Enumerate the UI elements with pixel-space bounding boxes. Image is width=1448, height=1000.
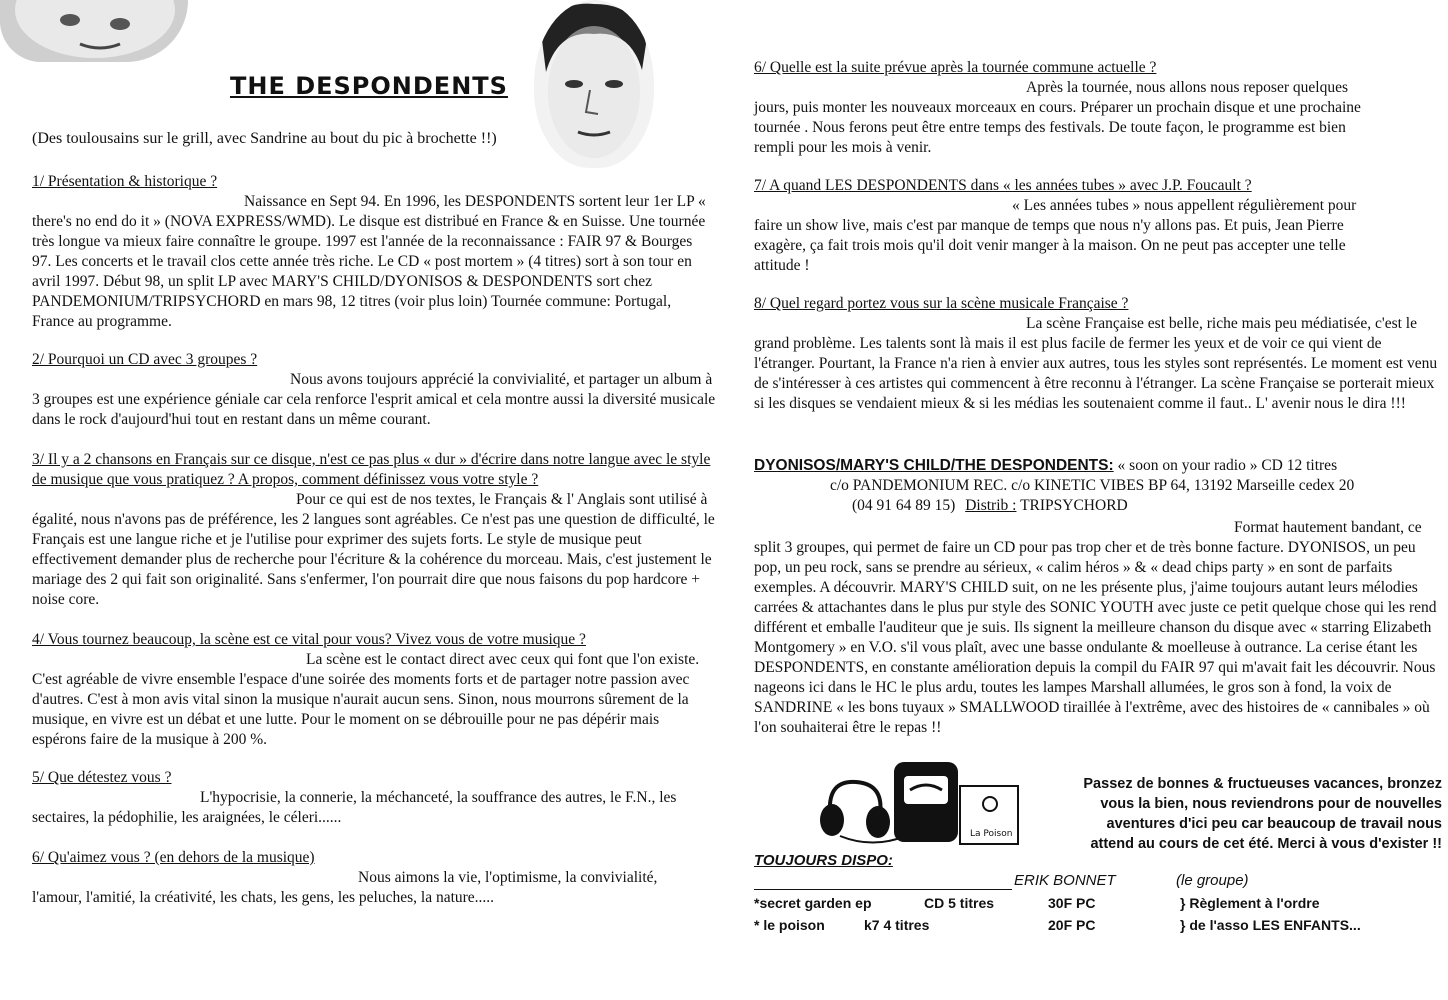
dispo-contact-line: } Règlement à l'ordre (1180, 895, 1320, 911)
cd-review-title: « soon on your radio » CD 12 titres (1117, 457, 1338, 474)
cd-review-heading: DYONISOS/MARY'S CHILD/THE DESPONDENTS: (754, 457, 1114, 474)
cd-review-phone: (04 91 64 89 15) (852, 497, 956, 514)
question-answer: La scène Française est belle, riche mais peu médiatisée, c'est le grand problème. Les talents sont là mais il est plus facile de fermer les yeux et de voir ce qui vient de l'étranger. Pourtant, la France n'a rien à envier aux autres, tous les styles sont représentés. Le moment est venu de s'intéresser à ces artistes qui commencent à être reconnu à l'étranger. La scène Française se porterait mieux si les disques se vendaient mieux & si les médias les soutenaient comme il faut.. L' avenir nous le dira !!! (754, 315, 1438, 412)
question-heading: 6/ Qu'aimez vous ? (en dehors de la musique) (32, 849, 315, 866)
question-block-7 (754, 58, 1378, 158)
face-illustration (534, 0, 654, 168)
dispo-item-format: k7 4 titres (864, 917, 930, 933)
distrib-name: TRIPSYCHORD (1020, 497, 1128, 514)
signature-line (754, 889, 1012, 890)
question-answer: Nous aimons la vie, l'optimisme, la convivialité, l'amour, l'amitié, la créativité, les chats, les gens, les peluches, la nature..... (32, 869, 658, 906)
cd-review-address: c/o PANDEMONIUM REC. c/o KINETIC VIBES BP 64, 13192 Marseille cedex 20 (830, 477, 1355, 494)
cd-review-text: Format hautement bandant, ce split 3 groupes, qui permet de faire un CD pour pas trop cher et de très bonne facture. DYONISOS, un peu pop, un peu rock, sans se prendre au sérieux, « calim héros » & « dead chips party » en sont de parfaits exemples. A découvrir. MARY'S CHILD suit, on ne les présente plus, j'aime toujours autant leurs mélodies carrées & attachantes dans le plus pur style des SONIC YOUTH avec juste ce petit quelque chose qui les rend différent et emballe l'auditeur que je suis. Ils signent la meilleure chanson du disque avec « starring Elizabeth Montgomery » en V.O. s'il vous plaît, avec une basse ondulante & moelleuse à outrance. La cerise étant les DESPONDENTS, en constante amélioration depuis la compil du FAIR 97 qui m'avait fait les découvrir. Nous nageons ici dans le HC le plus ardu, toutes les lampes Marshall allumées, le gros son à fond, la voix de SANDRINE « les bons tuyaux » SMALLWOOD tiraillée à l'extrême, avec des histoires de « cannibales » où l'on souhaiterai être le repas !! (754, 519, 1437, 736)
dispo-prices (1048, 892, 1095, 936)
signature-name: ERIK BONNET (1014, 872, 1116, 889)
signature-group: (le groupe) (1176, 872, 1249, 889)
question-answer: Naissance en Sept 94. En 1996, les DESPONDENTS sortent leur 1er LP « there's no end do it » (NOVA EXPRESS/WMD). Le disque est distribué en France & en Suisse. Une tournée très longue va mieux faire connaître le groupe. 1997 est l'année de la reconnaissance : FAIR 97 & Bourges 97. Les concerts et le travail clos cette année très riche. Le CD « post mortem » (4 titres) sort à son tour en avril 1997. Début 98, un split LP avec MARY'S CHILD/DYONISOS & DESPONDENTS sort chez PANDEMONIUM/TRIPSYCHORD en mars 98, 12 titres (voir plus loin) Tournée commune: Portugal, France au programme. (32, 193, 706, 330)
question-block-1 (32, 172, 712, 332)
question-heading: 4/ Vous tournez beaucoup, la scène est ce vital pour vous? Vivez vous de votre musique ? (32, 631, 586, 648)
question-answer: Nous avons toujours apprécié la convivialité, et partager un album à 3 groupes est une expérience géniale car cela renforce l'esprit amical et cela montre aussi la diversité musicale dans le rock d'aujourd'hui tout en restant dans un même courant. (32, 371, 716, 428)
question-block-2 (32, 350, 716, 430)
question-answer: Après la tournée, nous allons nous reposer quelques jours, puis monter les nouveaux morceaux en cours. Préparer un prochain disque et une prochaine tournée . Nous ferons peut être entre temps des festivals. De toute façon, le programme est bien rempli pour les mois à venir. (754, 79, 1361, 156)
cd-review (754, 456, 1444, 738)
photo-illustration (0, 0, 188, 62)
question-block-6 (32, 848, 702, 908)
walkman-headphones-illustration (810, 758, 1026, 850)
question-answer: L'hypocrisie, la connerie, la méchanceté, la souffrance des autres, le F.N., les sectaires, la pédophilie, les araignées, le céleri...... (32, 789, 677, 826)
question-heading: 8/ Quel regard portez vous sur la scène musicale Française ? (754, 295, 1129, 312)
toujours-dispo-heading: TOUJOURS DISPO: (754, 852, 893, 869)
question-answer: La scène est le contact direct avec ceux qui font que l'on existe. C'est agréable de vivre ensemble l'espace d'une soirée des moments forts et de partager notre passion avec d'autres. C'est à mon avis vital sinon la musique n'aurait aucun sens. Sinon, nous mourrons sûrement de la musique, en vivre est un débat et une lutte. Pour le moment on se débrouille pour ne pas dépérir mais espérons faire de la musique à 200 %. (32, 651, 700, 748)
question-heading: 2/ Pourquoi un CD avec 3 groupes ? (32, 351, 258, 368)
question-heading: 6/ Quelle est la suite prévue après la tournée commune actuelle ? (754, 59, 1157, 76)
dispo-formats (864, 892, 995, 936)
closing-message: Passez de bonnes & fructueuses vacances, bronzez vous la bien, nous reviendrons pour de nouvelles aventures d'ici peu car beaucoup de travail nous attend au cours de cet été. Merci à vous d'exister !! (1083, 776, 1442, 852)
question-answer: « Les années tubes » nous appellent régulièrement pour faire un show live, mais c'est par manque de temps que nous n'y allons pas. Et puis, Jean Pierre exagère, ça fait trois mois qu'il doit venir manger à la maison. On ne peut pas accepter une telle attitude ! (754, 197, 1357, 274)
dispo-contact (1180, 892, 1361, 936)
dispo-item-price: 20F PC (1048, 917, 1096, 933)
dispo-contact-line: } de l'asso LES ENFANTS... (1180, 917, 1361, 933)
question-block-9 (754, 294, 1444, 414)
article-intro: (Des toulousains sur le grill, avec Sandrine au bout du pic à brochette !!) (32, 130, 497, 147)
question-heading: 1/ Présentation & historique ? (32, 173, 218, 190)
question-heading: 3/ Il y a 2 chansons en Français sur ce disque, n'est ce pas plus « dur » d'écrire dans notre langue avec le style de musique que vous pratiquez ? A propos, comment définissez vous votre style ? (32, 451, 711, 488)
dispo-item-name: *secret garden ep (754, 895, 872, 911)
article-title: THE DESPONDENTS (230, 72, 508, 100)
question-answer: Pour ce qui est de nos textes, le Français & l' Anglais sont utilisé à égalité, nous n'avons pas de préférence, les 2 langues sont agréables. Ce n'est pas une question de difficulté, le Français est une langue riche et je l'utilise pour exprimer des sujets forts. Le style de musique peut effectivement demander plus de recherche pour l'écriture & la cohérence du morceau. Mais, c'est justement le mariage des 2 qui fait son originalité. Sans s'enfermer, l'on pourrait dire que nous faisons du pop hardcore + noise core. (32, 491, 715, 608)
question-block-4 (32, 630, 716, 750)
dispo-item-format: CD 5 titres (924, 895, 995, 911)
distrib-label: Distrib : (965, 497, 1017, 514)
dispo-item-price: 30F PC (1048, 895, 1096, 911)
question-block-5 (32, 768, 716, 828)
band-photo-face (534, 0, 654, 168)
dispo-item-name: * le poison (754, 917, 825, 933)
cassette-label: La Poison (970, 829, 1013, 839)
band-photo-top-left (0, 0, 188, 62)
question-block-3 (32, 450, 716, 610)
dispo-names (754, 892, 872, 936)
question-heading: 5/ Que détestez vous ? (32, 769, 172, 786)
question-heading: 7/ A quand LES DESPONDENTS dans « les années tubes » avec J.P. Foucault ? (754, 177, 1252, 194)
question-block-8 (754, 176, 1386, 276)
